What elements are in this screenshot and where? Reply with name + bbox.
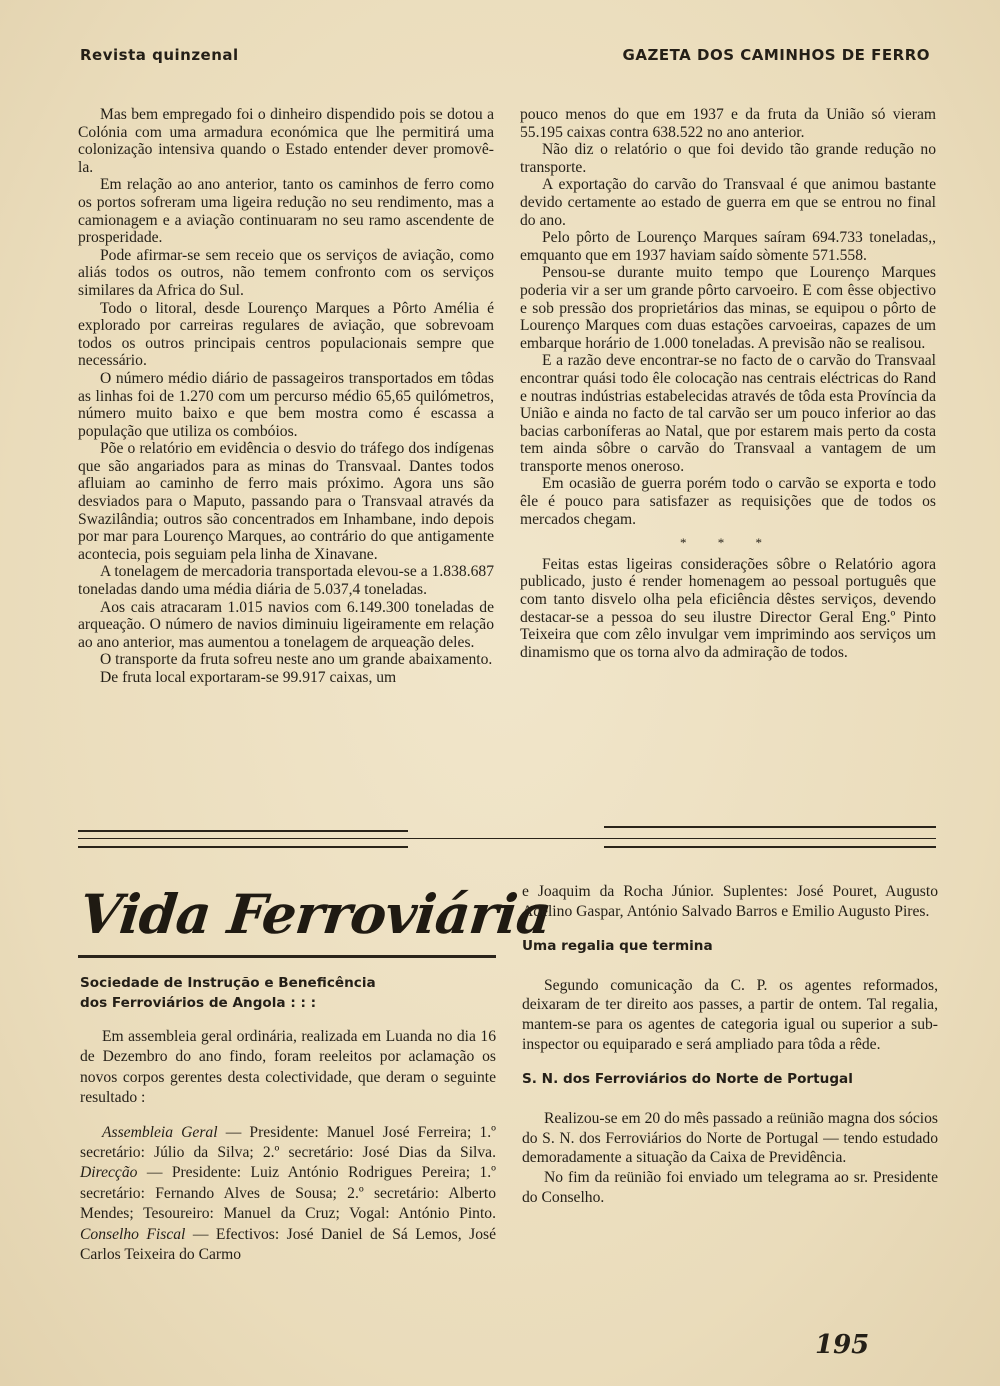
- paragraph: A tonelagem de mercadoria transportada elevou-se a 1.838.687 toneladas dando uma média diária de 5.037,4 toneladas.: [78, 563, 494, 599]
- paragraph: Feitas estas ligeiras considerações sôbre o Relatório agora publicado, justo é render homenagem ao pessoal português que com tanto disvelo olha pela eficiência dêstes serviços, devendo destacar-se a pessoa do seu ilustre Director Geral Eng.º Pinto Teixeira que com zêlo invulgar vem imprimindo aos serviços um dinamismo que os torna alvo da admiração de todos.: [520, 555, 936, 661]
- label: Conselho Fiscal: [80, 1225, 186, 1243]
- section-separator: * * *: [680, 535, 776, 551]
- paragraph: Aos cais atracaram 1.015 navios com 6.149.300 toneladas de arqueação. O número de navios diminuiu ligeiramente em relação ao ano anterior, mas aumentou a tonelagem de arqueação deles.: [78, 598, 494, 651]
- label: Direcção: [80, 1164, 138, 1182]
- label: Assembleia Geral: [102, 1123, 218, 1141]
- section-heading: Sociedade de Instrução e Beneficência: [80, 975, 376, 991]
- paragraph: Pensou-se durante muito tempo que Lourenço Marques poderia vir a ser um grande pôrto carvoeiro. E com êsse objectivo e sob pressão dos proprietários das minas, se equipou o pôrto de Lourenço Marques com duas estações carvoeiras, capazes de um embarque horário de 1.000 toneladas. A previsão não se realisou.: [520, 264, 936, 352]
- paragraph: Mas bem empregado foi o dinheiro dispendido pois se dotou a Colónia com uma armadura económica que lhe permitirá uma colonização intensiva quando o Estado entender dever promovê-la.: [78, 106, 494, 176]
- section-heading: S. N. dos Ferroviários do Norte de Portugal: [522, 1070, 853, 1087]
- paragraph: Em relação ao ano anterior, tanto os caminhos de ferro como os portos sofreram uma ligeira redução no seu rendimento, mas a camionagem e a aviação continuaram no seu ramo ascendente de prosperidade.: [78, 176, 494, 247]
- paragraph: Pelo pôrto de Lourenço Marques saíram 694.733 toneladas,, emquanto que em 1937 haviam saído sòmente 571.558.: [520, 229, 936, 264]
- divider-rule: [604, 826, 936, 828]
- paragraph: E a razão deve encontrar-se no facto de o carvão do Transvaal encontrar quási todo êle colocação nas centrais eléctricas do Rand e noutras indústrias estabelecidas através de tôda esta Província da União e ainda no facto de tal carvão ser um pouco inferior ao das bacias carboníferas ao Natal, que por estarem mais perto da costa tem ainda sôbre o carvão do Transvaal a vantagem de um transporte menos oneroso.: [520, 352, 936, 475]
- vida-right-column: [522, 882, 938, 1208]
- vida-left-column: [80, 973, 496, 1265]
- paragraph: O número médio diário de passageiros transportados em tôdas as linhas foi de 1.270 com um percurso médio 65,65 quilómetros, número muito baixo e que bem mostra como é escassa a população que utiliza os combóios.: [78, 369, 494, 440]
- paragraph: Em assembleia geral ordinária, realizada em Luanda no dia 16 de Dezembro do ano findo, foram reeleitos por aclamação os novos corpos gerentes desta colectividade, que deram o seguinte resultado :: [80, 1028, 496, 1107]
- paragraph: Segundo comunicação da C. P. os agentes reformados, deixaram de ter direito aos passes, a partir de ontem. Tal regalia, mantem-se para os agentes de categoria igual ou superior a sub-inspector ou equiparado e será ampliado para tôda a rêde.: [522, 976, 938, 1053]
- paragraph: Em ocasião de guerra porém todo o carvão se exporta e todo êle é pouco para satisfazer as requisições que de todos os mercados chegam.: [520, 475, 936, 528]
- page-number: 195: [815, 1330, 870, 1360]
- divider-rule: [78, 846, 408, 848]
- paragraph: e Joaquim da Rocha Júnior. Suplentes: José Pouret, Augusto Adelino Gaspar, António Salvado Barros e Emilio Augusto Pires.: [522, 883, 938, 920]
- header-left: Revista quinzenal: [80, 46, 239, 64]
- article-right-column: [520, 106, 936, 661]
- divider-rule: [604, 846, 936, 848]
- article-left-column: [78, 106, 494, 687]
- paragraph: De fruta local exportaram-se 99.917 caixas, um: [100, 669, 397, 686]
- title-underline: [78, 955, 496, 958]
- paragraph: Põe o relatório em evidência o desvio do tráfego dos indígenas que são angariados para as minas do Transvaal. Dantes todos afluiam ao caminho de ferro mais próximo. Agora uns são desviados para o Maputo, passando para o Transvaal através da Swazilândia; outros são concentrados em Inhambane, indo depois por mar para Lourenço Marques, ao contrário do que antigamente acontecia, pois seguiam pela linha de Xinavane.: [78, 440, 494, 563]
- paragraph: pouco menos do que em 1937 e da fruta da União só vieram 55.195 caixas contra 638.522 no ano anterior.: [520, 106, 936, 141]
- paragraph: Realizou-se em 20 do mês passado a reünião magna dos sócios do S. N. dos Ferroviários do Norte de Portugal — tendo estudado demoradamente a situação da Caixa de Previdência.: [522, 1109, 938, 1167]
- divider-rule: [78, 838, 936, 839]
- section-heading: Uma regalia que termina: [522, 937, 713, 954]
- paragraph: Não diz o relatório o que foi devido tão grande redução no transporte.: [520, 141, 936, 176]
- section-title: Vida Ferroviária: [76, 882, 554, 946]
- paragraph: A exportação do carvão do Transvaal é que animou bastante devido certamente ao estado de guerra em que se entrou no final do ano.: [520, 176, 936, 229]
- paragraph: O transporte da fruta sofreu neste ano um grande abaixamento.: [100, 651, 493, 669]
- paragraph: Assembleia Geral — Presidente: Manuel José Ferreira; 1.º secretário: Júlio da Silva; 2.º secretário: José Dias da Silva. Direcção — Presidente: Luiz António Rodrigues Pereira; 1.º secretário: Fernando Alves de Sousa; 2.º secretário: Alberto Mendes; Tesoureiro: Manuel da Cruz; Vogal: António Pinto. Conselho Fiscal — Efectivos: José Daniel de Sá Lemos, José Carlos Teixeira do Carmo: [80, 1123, 496, 1264]
- paragraph: Todo o litoral, desde Lourenço Marques a Pôrto Amélia é explorado por carreiras regulares de aviação, que sobrevoam todos os outros principais centros populacionais sempre que necessário.: [78, 299, 494, 370]
- paragraph: Pode afirmar-se sem receio que os serviços de aviação, como aliás todos os outros, não temem confronto com os serviços similares da Africa do Sul.: [78, 246, 494, 299]
- header-right: GAZETA DOS CAMINHOS DE FERRO: [622, 46, 930, 64]
- section-heading: dos Ferroviários de Angola : : :: [80, 995, 317, 1011]
- divider-rule: [78, 830, 408, 832]
- paragraph: No fim da reünião foi enviado um telegrama ao sr. Presidente do Conselho.: [522, 1169, 938, 1206]
